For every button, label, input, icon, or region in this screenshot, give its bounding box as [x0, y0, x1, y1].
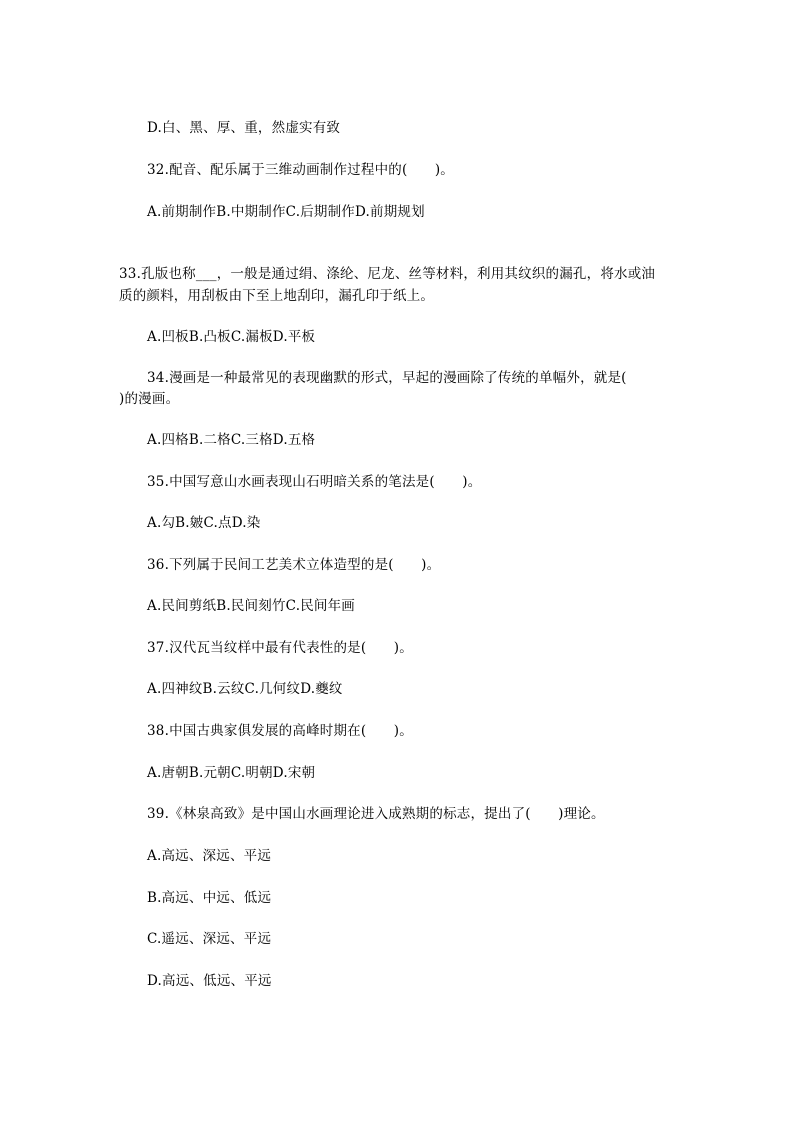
option-d-q31: D.白、黑、厚、重，然虚实有致 — [147, 120, 341, 136]
option-b-q39: B.高远、中远、低远 — [147, 890, 272, 906]
options-q37: A.四神纹B.云纹C.几何纹D.夔纹 — [147, 681, 343, 697]
option-c-q39: C.遥远、深远、平远 — [147, 931, 272, 947]
question-34-line-1: 34.漫画是一种最常见的表现幽默的形式，早起的漫画除了传统的单幅外，就是( — [147, 370, 627, 386]
question-32: 32.配音、配乐属于三维动画制作过程中的( )。 — [147, 162, 455, 178]
options-q35: A.勾B.皴C.点D.染 — [147, 515, 261, 531]
question-36: 36.下列属于民间工艺美术立体造型的是( )。 — [147, 557, 441, 573]
option-a-q39: A.高远、深远、平远 — [147, 848, 272, 864]
question-38: 38.中国古典家俱发展的高峰时期在( )。 — [147, 723, 413, 739]
question-35: 35.中国写意山水画表现山石明暗关系的笔法是( )。 — [147, 474, 482, 490]
options-q32: A.前期制作B.中期制作C.后期制作D.前期规划 — [147, 204, 425, 220]
question-39: 39.《林泉高致》是中国山水画理论进入成熟期的标志，提出了( )理论。 — [147, 806, 605, 822]
question-33-line-1: 33.孔版也称___，一般是通过绢、涤纶、尼龙、丝等材料，利用其纹织的漏孔，将水或油 — [119, 266, 656, 282]
question-37: 37.汉代瓦当纹样中最有代表性的是( )。 — [147, 640, 413, 656]
options-q38: A.唐朝B.元朝C.明朝D.宋朝 — [147, 765, 316, 781]
question-33-line-2: 质的颜料，用刮板由下至上地刮印，漏孔印于纸上。 — [119, 288, 435, 304]
option-d-q39: D.高远、低远、平远 — [147, 973, 272, 989]
options-q33: A.凹板B.凸板C.漏板D.平板 — [147, 329, 316, 345]
question-34-line-2: )的漫画。 — [119, 391, 180, 407]
options-q36: A.民间剪纸B.民间刻竹C.民间年画 — [147, 598, 355, 614]
options-q34: A.四格B.二格C.三格D.五格 — [147, 432, 316, 448]
